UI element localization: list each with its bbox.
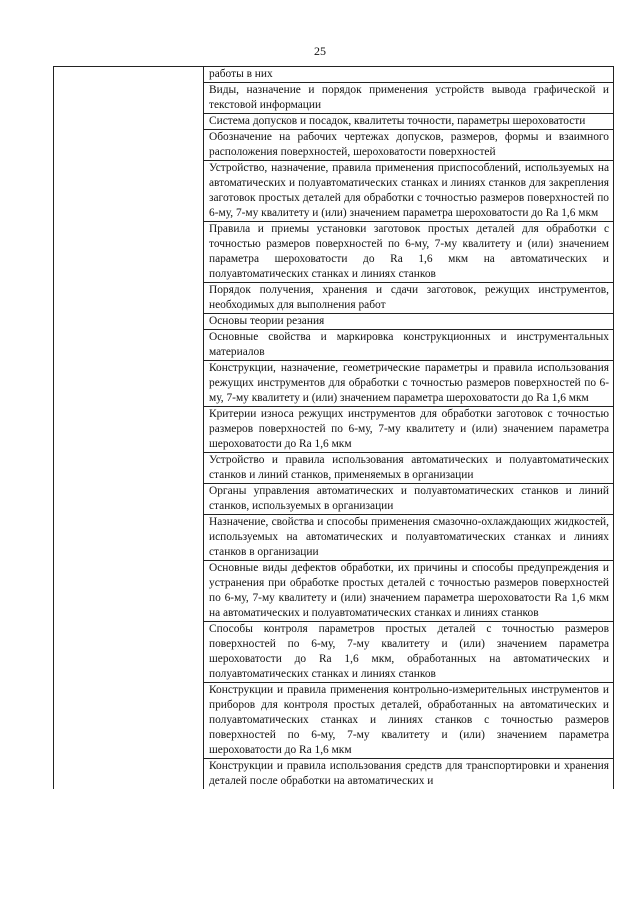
knowledge-item-cell	[204, 114, 614, 130]
empty-left-cell	[54, 453, 204, 484]
knowledge-item-cell	[204, 222, 614, 283]
knowledge-item-text: Конструкции и правила использования средств для транспортировки и хранения деталей после обработки на автоматических и	[209, 760, 609, 787]
knowledge-item-text: Обозначение на рабочих чертежах допусков, размеров, формы и взаимного расположения поверхностей, шероховатости поверхностей	[209, 131, 609, 158]
table-row	[54, 330, 614, 361]
knowledge-item-text: Назначение, свойства и способы применения смазочно-охлаждающих жидкостей, используемых на автоматических и полуавтоматических станках и линиях станков в организации	[209, 516, 609, 558]
knowledge-item-text: Конструкции и правила применения контрольно-измерительных инструментов и приборов для контроля простых деталей, обработанных на автоматических и полуавтоматических станках и линиях станков с точностью размеров поверхностей по 6-му, 7-му квалитету и (или) значением параметра шероховатости до Ra 1,6 мкм	[209, 684, 609, 756]
knowledge-item-text: Способы контроля параметров простых деталей с точностью размеров поверхностей по 6-му, 7-му квалитету и (или) значением параметра шероховатости до Ra 1,6 мкм, обработанных на автоматических и полуавтоматических станках и линиях станков	[209, 623, 609, 680]
knowledge-item-cell	[204, 453, 614, 484]
empty-left-cell	[54, 83, 204, 114]
knowledge-item-text: работы в них	[209, 68, 273, 80]
knowledge-item-text: Устройство и правила использования автоматических и полуавтоматических станков и линий станков, применяемых в организации	[209, 454, 609, 481]
table-row	[54, 67, 614, 83]
empty-left-cell	[54, 515, 204, 561]
knowledge-item-text: Основные свойства и маркировка конструкционных и инструментальных материалов	[209, 331, 609, 358]
empty-left-cell	[54, 130, 204, 161]
table-row	[54, 484, 614, 515]
empty-left-cell	[54, 361, 204, 407]
table-row	[54, 515, 614, 561]
table-row	[54, 161, 614, 222]
knowledge-item-cell	[204, 330, 614, 361]
knowledge-item-cell	[204, 67, 614, 83]
knowledge-item-text: Устройство, назначение, правила применения приспособлений, используемых на автоматических и полуавтоматических станках и линиях станков для закрепления заготовок простых деталей для обработки с точностью размеров поверхностей по 6-му, 7-му квалитету и (или) значением параметра шероховатости до Ra 1,6 мкм	[209, 162, 609, 219]
empty-left-cell	[54, 561, 204, 622]
table-row	[54, 683, 614, 759]
knowledge-item-cell	[204, 407, 614, 453]
knowledge-item-text: Виды, назначение и порядок применения устройств вывода графической и текстовой информации	[209, 84, 609, 111]
table-row	[54, 314, 614, 330]
knowledge-item-cell	[204, 759, 614, 790]
requirements-table	[53, 66, 614, 789]
empty-left-cell	[54, 314, 204, 330]
knowledge-item-cell	[204, 83, 614, 114]
table-row	[54, 114, 614, 130]
knowledge-item-text: Правила и приемы установки заготовок простых деталей для обработки с точностью размеров поверхностей по 6-му, 7-му квалитету и (или) значением параметра шероховатости до Ra 1,6 мкм на автоматических и полуавтоматических станках и линиях станков	[209, 223, 609, 280]
empty-left-cell	[54, 114, 204, 130]
knowledge-item-text: Система допусков и посадок, квалитеты точности, параметры шероховатости	[209, 115, 586, 127]
table-row	[54, 622, 614, 683]
empty-left-cell	[54, 683, 204, 759]
empty-left-cell	[54, 622, 204, 683]
knowledge-item-text: Органы управления автоматических и полуавтоматических станков и линий станков, используемых в организации	[209, 485, 609, 512]
knowledge-item-cell	[204, 314, 614, 330]
empty-left-cell	[54, 407, 204, 453]
knowledge-item-cell	[204, 130, 614, 161]
page-number: 25	[314, 44, 326, 58]
knowledge-item-cell	[204, 683, 614, 759]
table-row	[54, 222, 614, 283]
knowledge-item-text: Порядок получения, хранения и сдачи заготовок, режущих инструментов, необходимых для выполнения работ	[209, 284, 609, 311]
knowledge-item-text: Конструкции, назначение, геометрические параметры и правила использования режущих инструментов для обработки с точностью размеров поверхностей по 6-му, 7-му квалитету и (или) значением параметра шероховатости до Ra 1,6 мкм	[209, 362, 609, 404]
table-row	[54, 361, 614, 407]
knowledge-item-text: Основные виды дефектов обработки, их причины и способы предупреждения и устранения при обработке простых деталей с точностью размеров поверхностей по 6-му, 7-му квалитету и (или) значением параметра шероховатости Ra 1,6 мкм на автоматических и полуавтоматических станках и линиях станков	[209, 562, 609, 619]
empty-left-cell	[54, 283, 204, 314]
knowledge-item-cell	[204, 361, 614, 407]
empty-left-cell	[54, 484, 204, 515]
empty-left-cell	[54, 222, 204, 283]
knowledge-item-text: Основы теории резания	[209, 315, 325, 327]
knowledge-item-cell	[204, 283, 614, 314]
empty-left-cell	[54, 330, 204, 361]
table-row	[54, 283, 614, 314]
table-row	[54, 130, 614, 161]
table-row	[54, 759, 614, 790]
empty-left-cell	[54, 759, 204, 790]
table-row	[54, 83, 614, 114]
knowledge-item-cell	[204, 515, 614, 561]
empty-left-cell	[54, 161, 204, 222]
table-row	[54, 453, 614, 484]
table-row	[54, 407, 614, 453]
knowledge-item-cell	[204, 484, 614, 515]
knowledge-item-cell	[204, 622, 614, 683]
knowledge-item-text: Критерии износа режущих инструментов для обработки заготовок с точностью размеров поверхностей по 6-му, 7-му квалитету и (или) значением параметра шероховатости до Ra 1,6 мкм	[209, 408, 609, 450]
knowledge-item-cell	[204, 561, 614, 622]
knowledge-item-cell	[204, 161, 614, 222]
table-row	[54, 561, 614, 622]
requirements-table-body	[54, 67, 614, 790]
empty-left-cell	[54, 67, 204, 83]
